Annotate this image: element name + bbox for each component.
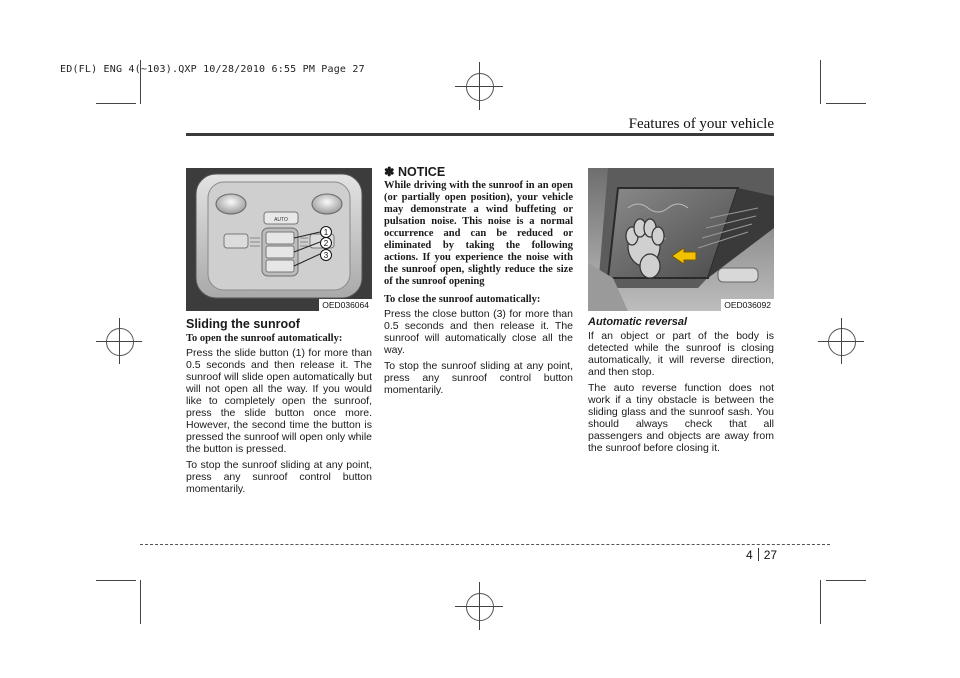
crop-mark [826, 580, 866, 581]
notice-body: While driving with the sunroof in an open (or partially open position), your vehicle may demonstrate a wind buffeting or pulsation noise. This noise is a normal occurrence and can be reduced or eliminated by taking the following actions. If you experience the noise with the sunroof open, slightly reduce the size of the sunroof opening [384, 180, 573, 287]
page-number [746, 548, 777, 562]
paragraph: Press the close button (3) for more than 0.5 seconds and then release it. The sunroof will automatically close all the way. [384, 308, 573, 356]
registration-mark [828, 328, 856, 356]
crop-mark [96, 103, 136, 104]
paragraph: To stop the sunroof sliding at any point, press any sunroof control button momentarily. [186, 459, 372, 495]
sunroof-reversal-figure [588, 168, 774, 311]
crop-mark [826, 103, 866, 104]
middle-column [384, 166, 573, 400]
footer-rule [140, 544, 830, 545]
chapter-number: 4 [746, 548, 753, 562]
page-number-divider [758, 548, 759, 561]
figure-code: OED036064 [319, 299, 372, 311]
header-rule [186, 133, 774, 136]
registration-mark [466, 593, 494, 621]
right-column [588, 316, 774, 458]
sunroof-illustration [588, 168, 774, 311]
figure-code: OED036092 [721, 299, 774, 311]
auto-button-label: AUTO [274, 217, 288, 223]
registration-mark [455, 86, 503, 87]
registration-mark [455, 606, 503, 607]
crop-mark [820, 60, 821, 104]
registration-mark [106, 328, 134, 356]
callout-2: 2 [323, 239, 329, 248]
paragraph: Press the slide button (1) for more than 0.5 seconds and then release it. The sunroof will slide open automatically but will not open all the way. If you would like to completely open the sunroof, press the slide button once more. However, the second time the button is pressed the sunroof will open only while the button is pressed. [186, 347, 372, 455]
subheading-open-automatically: To open the sunroof automatically: [186, 333, 343, 344]
registration-mark [818, 341, 864, 342]
crop-mark [820, 580, 821, 624]
paragraph: The auto reverse function does not work if a tiny obstacle is between the sliding glass and the sunroof sash. You should always check that all passengers and objects are away from the sunroof before closing it. [588, 382, 774, 454]
print-header: ED(FL) ENG 4(~103).QXP 10/28/2010 6:55 PM Page 27 [60, 64, 365, 75]
overhead-console-figure [186, 168, 372, 311]
paragraph: If an object or part of the body is detected while the sunroof is closing automatically, it will reverse direction, and then stop. [588, 330, 774, 378]
subheading-close-automatically: To close the sunroof automatically: [384, 294, 541, 305]
heading-automatic-reversal: Automatic reversal [588, 316, 688, 328]
callout-3: 3 [323, 251, 329, 260]
left-column [186, 316, 372, 499]
paragraph: To stop the sunroof sliding at any point, press any sunroof control button momentarily. [384, 360, 573, 396]
registration-mark [466, 73, 494, 101]
registration-mark [96, 341, 142, 342]
notice-title: ✽ NOTICE [384, 165, 446, 179]
crop-mark [96, 580, 136, 581]
crop-mark [140, 580, 141, 624]
callout-1: 1 [323, 228, 329, 237]
page-number-value: 27 [763, 548, 778, 562]
section-title: Features of your vehicle [628, 116, 774, 132]
overhead-console-illustration [186, 168, 372, 311]
heading-sliding-sunroof: Sliding the sunroof [186, 317, 300, 331]
